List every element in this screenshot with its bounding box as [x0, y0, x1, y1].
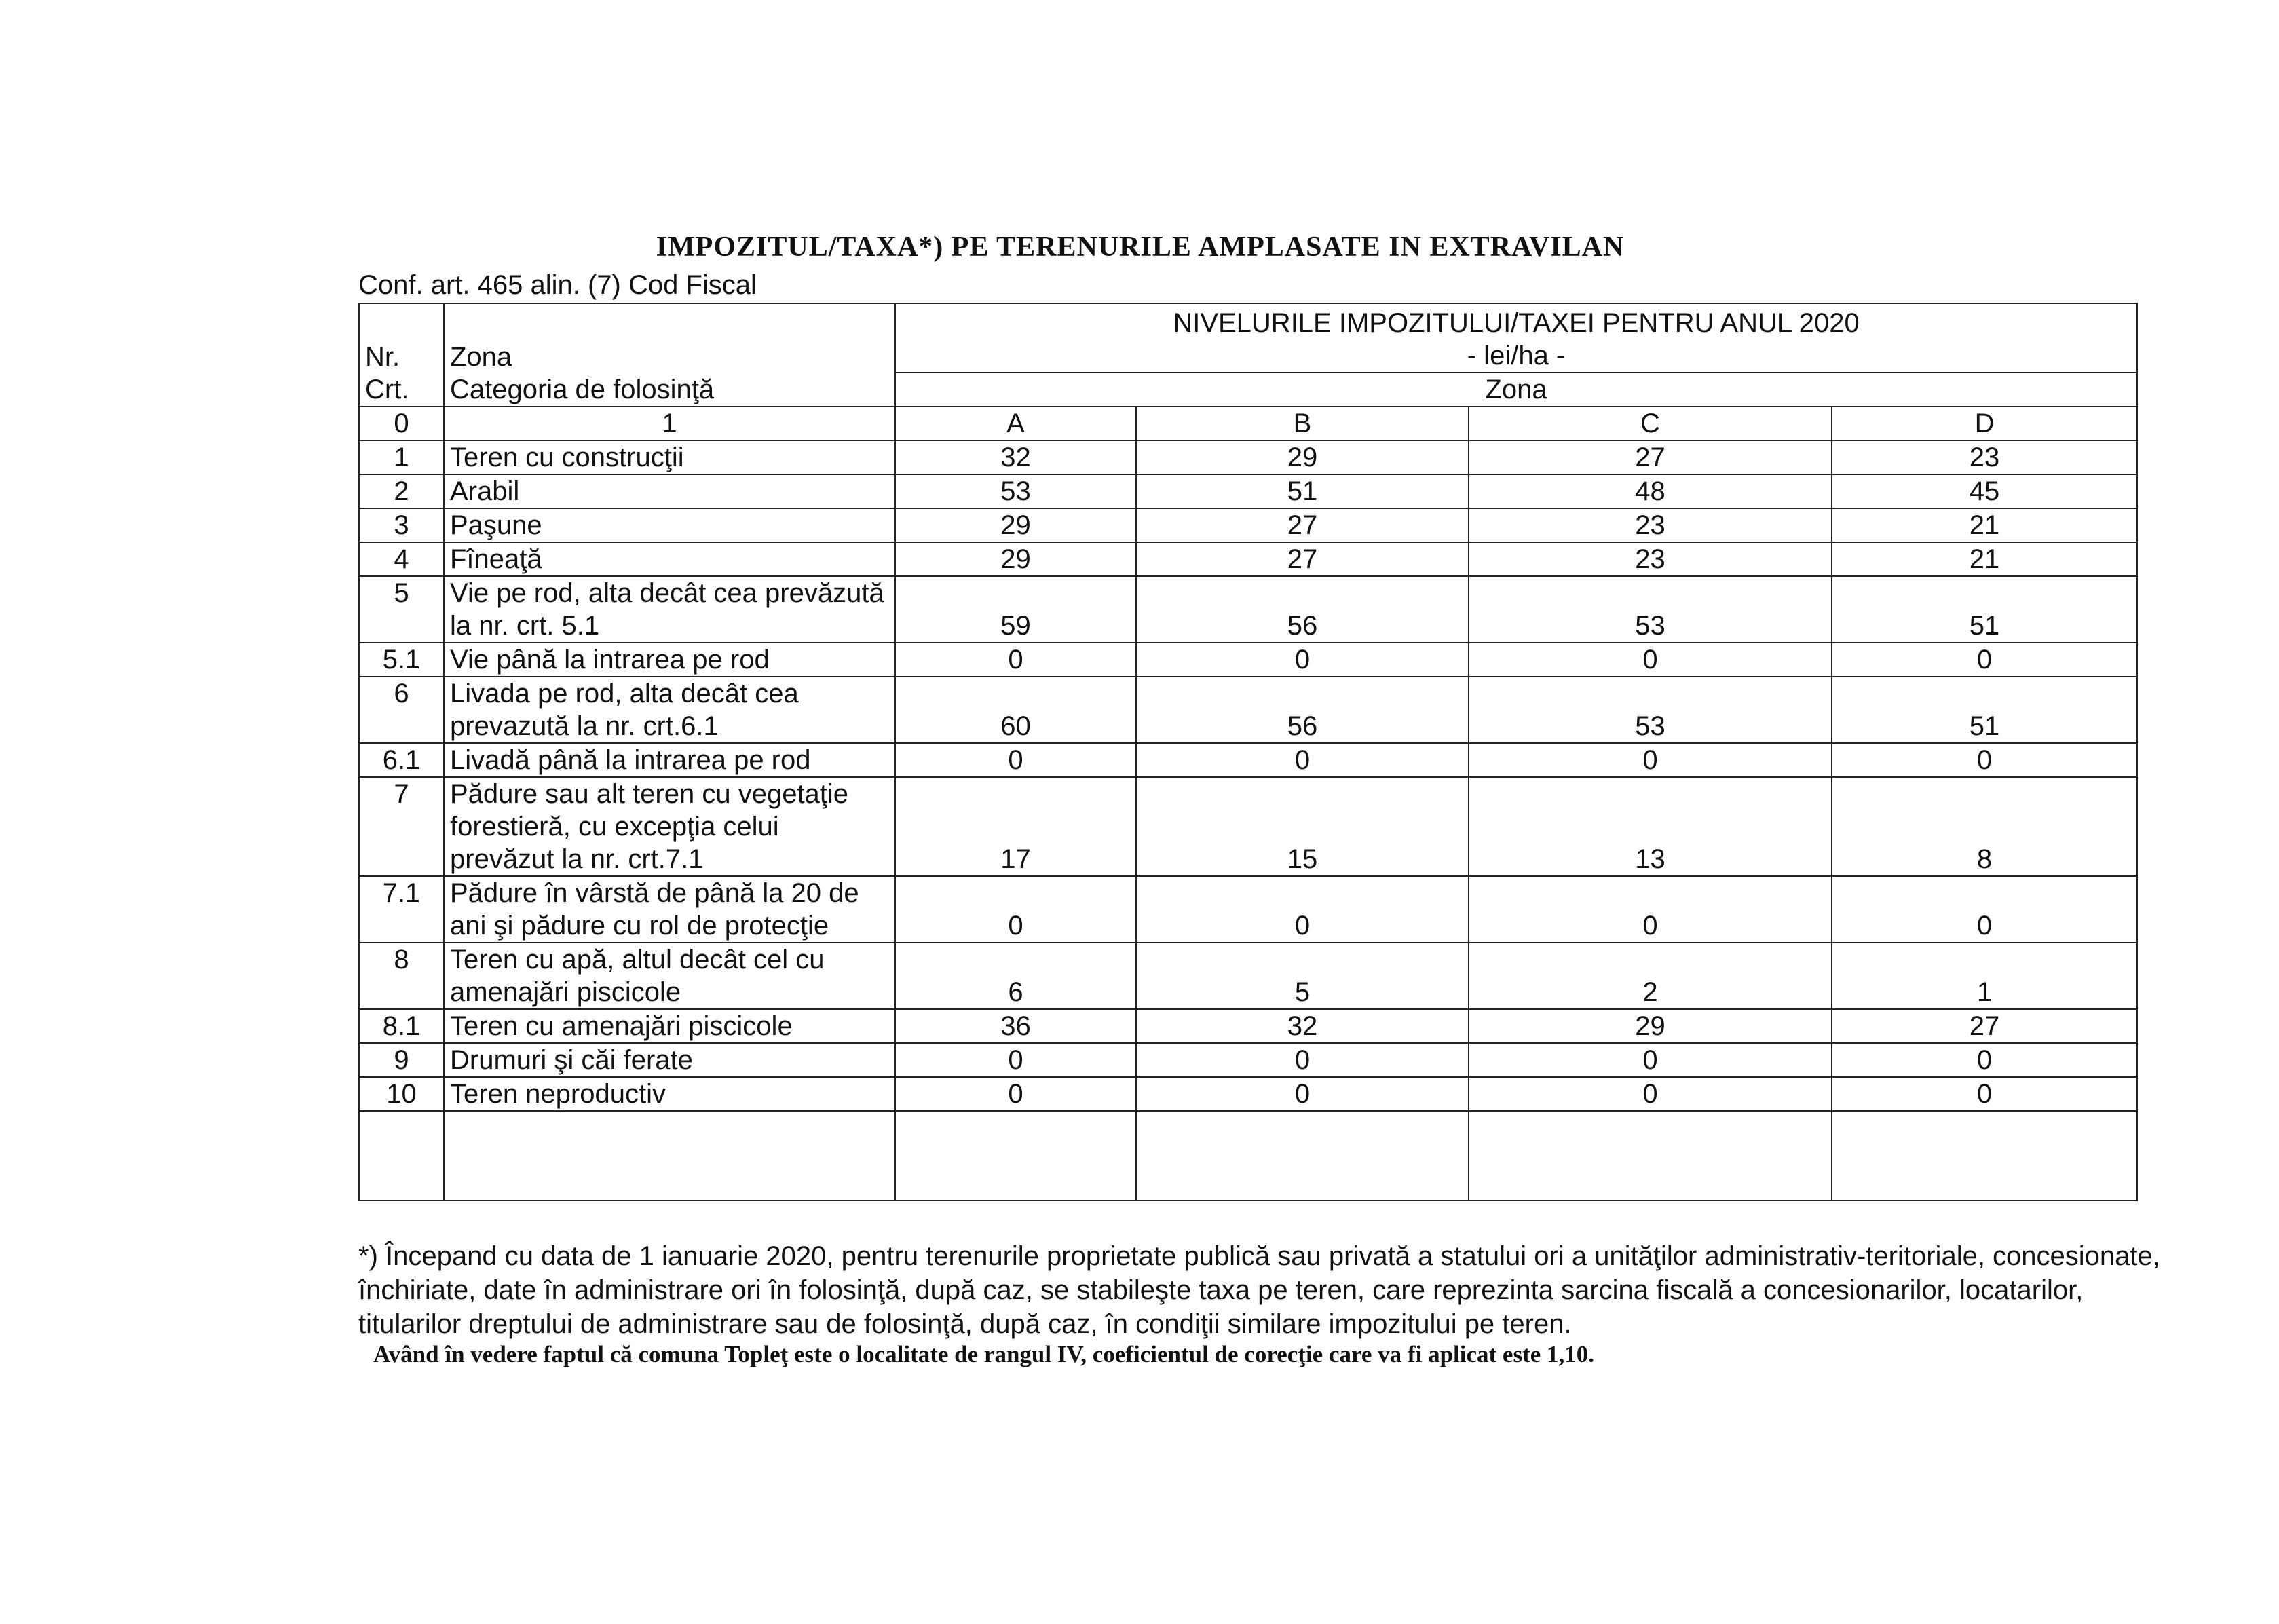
zone-a-cell: 32 — [895, 440, 1136, 474]
table-row — [359, 643, 2137, 677]
header-zona: Zona — [450, 342, 512, 372]
zone-d-cell: 1 — [1832, 943, 2137, 1009]
zone-a-cell: 0 — [895, 643, 1136, 677]
row-number-cell: 9 — [359, 1043, 444, 1077]
zone-c-cell: 0 — [1469, 643, 1832, 677]
category-cell: Paşune — [444, 508, 895, 542]
zone-a-cell: 36 — [895, 1009, 1136, 1043]
category-cell: Livada pe rod, alta decât cea prevazută la nr. crt.6.1 — [444, 677, 895, 743]
row-number-cell: 5 — [359, 576, 444, 643]
zone-a-cell: 17 — [895, 777, 1136, 876]
zone-d-cell: 21 — [1832, 542, 2137, 576]
category-cell: Vie pe rod, alta decât cea prevăzută la nr. crt. 5.1 — [444, 576, 895, 643]
zone-b-cell: 32 — [1136, 1009, 1469, 1043]
table-row — [359, 576, 2137, 643]
zone-b-cell: 27 — [1136, 542, 1469, 576]
empty-cell — [1832, 1111, 2137, 1201]
zone-d-cell: 0 — [1832, 743, 2137, 777]
header-row — [359, 303, 2137, 373]
zone-d-cell: 21 — [1832, 508, 2137, 542]
category-cell: Livadă până la intrarea pe rod — [444, 743, 895, 777]
header-zona-categoria — [444, 303, 895, 407]
empty-cell — [895, 1111, 1136, 1201]
zone-b-cell: 0 — [1136, 1077, 1469, 1111]
zone-b-cell: 51 — [1136, 474, 1469, 508]
zone-c-cell: 13 — [1469, 777, 1832, 876]
zone-c-cell: 0 — [1469, 1043, 1832, 1077]
row-number-cell: 7 — [359, 777, 444, 876]
row-number-cell: 4 — [359, 542, 444, 576]
zone-c-cell: 23 — [1469, 508, 1832, 542]
category-cell: Arabil — [444, 474, 895, 508]
row-number-cell: 6 — [359, 677, 444, 743]
index-cell: C — [1469, 407, 1832, 440]
header-nr: Nr. — [365, 342, 400, 372]
table-row — [359, 743, 2137, 777]
category-cell: Teren cu amenajări piscicole — [444, 1009, 895, 1043]
zone-a-cell: 0 — [895, 1043, 1136, 1077]
empty-cell — [444, 1111, 895, 1201]
zone-d-cell: 45 — [1832, 474, 2137, 508]
index-row — [359, 407, 2137, 440]
zone-b-cell: 27 — [1136, 508, 1469, 542]
zone-a-cell: 0 — [895, 1077, 1136, 1111]
zone-b-cell: 0 — [1136, 743, 1469, 777]
index-cell: D — [1832, 407, 2137, 440]
row-number-cell: 1 — [359, 440, 444, 474]
zone-b-cell: 0 — [1136, 876, 1469, 943]
table-row — [359, 1043, 2137, 1077]
category-cell: Drumuri şi căi ferate — [444, 1043, 895, 1077]
zone-d-cell: 51 — [1832, 576, 2137, 643]
zone-d-cell: 23 — [1832, 440, 2137, 474]
table-row — [359, 943, 2137, 1009]
zone-b-cell: 0 — [1136, 643, 1469, 677]
header-crt: Crt. — [365, 375, 409, 404]
zone-c-cell: 53 — [1469, 677, 1832, 743]
tax-table — [358, 303, 2138, 1201]
table-row — [359, 777, 2137, 876]
correction-note: Având în vedere faptul că comuna Topleţ este o localitate de rangul IV, coeficientul de corecţie care va fi aplicat este 1,10. — [373, 1341, 1595, 1367]
footnote: *) Începand cu data de 1 ianuarie 2020, pentru terenurile proprietate publică sau privată a statului ori a unităţilor administrativ-teritoriale, concesionate, închiriate, date în administrare ori în folosinţă, după caz, se stabileşte taxa pe teren, care reprezinta sarcina fiscală a concesionarilor, locatarilor, titularilor dreptului de administrare sau de folosinţă, după caz, în condiţii similare impozitului pe teren. — [358, 1241, 2160, 1339]
table-row — [359, 1077, 2137, 1111]
zone-a-cell: 59 — [895, 576, 1136, 643]
category-cell: Teren neproductiv — [444, 1077, 895, 1111]
zone-b-cell: 29 — [1136, 440, 1469, 474]
zone-a-cell: 53 — [895, 474, 1136, 508]
table-row — [359, 542, 2137, 576]
table-row — [359, 876, 2137, 943]
index-cell: 0 — [359, 407, 444, 440]
zone-b-cell: 56 — [1136, 576, 1469, 643]
category-cell: Vie până la intrarea pe rod — [444, 643, 895, 677]
header-nr-crt — [359, 303, 444, 407]
category-cell: Teren cu apă, altul decât cel cu amenajări piscicole — [444, 943, 895, 1009]
zone-b-cell: 5 — [1136, 943, 1469, 1009]
zone-a-cell: 29 — [895, 542, 1136, 576]
zone-b-cell: 56 — [1136, 677, 1469, 743]
zone-d-cell: 0 — [1832, 643, 2137, 677]
zone-b-cell: 15 — [1136, 777, 1469, 876]
zone-d-cell: 0 — [1832, 1077, 2137, 1111]
zone-a-cell: 60 — [895, 677, 1136, 743]
empty-cell — [1136, 1111, 1469, 1201]
zone-c-cell: 0 — [1469, 876, 1832, 943]
header-niveluri — [895, 303, 2137, 373]
header-zona-sub: Zona — [895, 373, 2137, 407]
zone-d-cell: 0 — [1832, 876, 2137, 943]
index-cell: A — [895, 407, 1136, 440]
empty-row — [359, 1111, 2137, 1201]
zone-c-cell: 29 — [1469, 1009, 1832, 1043]
category-cell: Teren cu construcţii — [444, 440, 895, 474]
zone-c-cell: 0 — [1469, 1077, 1832, 1111]
category-cell: Fîneaţă — [444, 542, 895, 576]
zone-a-cell: 0 — [895, 876, 1136, 943]
row-number-cell: 7.1 — [359, 876, 444, 943]
index-cell: 1 — [444, 407, 895, 440]
zone-c-cell: 27 — [1469, 440, 1832, 474]
index-cell: B — [1136, 407, 1469, 440]
empty-cell — [359, 1111, 444, 1201]
row-number-cell: 8 — [359, 943, 444, 1009]
table-row — [359, 508, 2137, 542]
table-row — [359, 440, 2137, 474]
row-number-cell: 5.1 — [359, 643, 444, 677]
zone-c-cell: 0 — [1469, 743, 1832, 777]
page-title: IMPOZITUL/TAXA*) PE TERENURILE AMPLASATE IN EXTRAVILAN — [656, 231, 1625, 263]
row-number-cell: 2 — [359, 474, 444, 508]
zone-b-cell: 0 — [1136, 1043, 1469, 1077]
table-row — [359, 677, 2137, 743]
header-categoria: Categoria de folosinţă — [450, 375, 715, 404]
row-number-cell: 8.1 — [359, 1009, 444, 1043]
zone-c-cell: 2 — [1469, 943, 1832, 1009]
legal-reference: Conf. art. 465 alin. (7) Cod Fiscal — [358, 270, 757, 300]
row-number-cell: 3 — [359, 508, 444, 542]
category-cell: Pădure în vârstă de până la 20 de ani şi pădure cu rol de protecţie — [444, 876, 895, 943]
table-row — [359, 1009, 2137, 1043]
zone-d-cell: 0 — [1832, 1043, 2137, 1077]
zone-a-cell: 0 — [895, 743, 1136, 777]
zone-d-cell: 51 — [1832, 677, 2137, 743]
zone-c-cell: 53 — [1469, 576, 1832, 643]
zone-a-cell: 6 — [895, 943, 1136, 1009]
zone-d-cell: 8 — [1832, 777, 2137, 876]
row-number-cell: 6.1 — [359, 743, 444, 777]
category-cell: Pădure sau alt teren cu vegetaţie forestieră, cu excepţia celui prevăzut la nr. crt.7.1 — [444, 777, 895, 876]
zone-c-cell: 48 — [1469, 474, 1832, 508]
table-row — [359, 474, 2137, 508]
row-number-cell: 10 — [359, 1077, 444, 1111]
zone-d-cell: 27 — [1832, 1009, 2137, 1043]
zone-a-cell: 29 — [895, 508, 1136, 542]
zone-c-cell: 23 — [1469, 542, 1832, 576]
empty-cell — [1469, 1111, 1832, 1201]
header-unit: - lei/ha - — [1467, 341, 1566, 371]
header-niveluri-text: NIVELURILE IMPOZITULUI/TAXEI PENTRU ANUL 2020 — [1173, 308, 1860, 338]
